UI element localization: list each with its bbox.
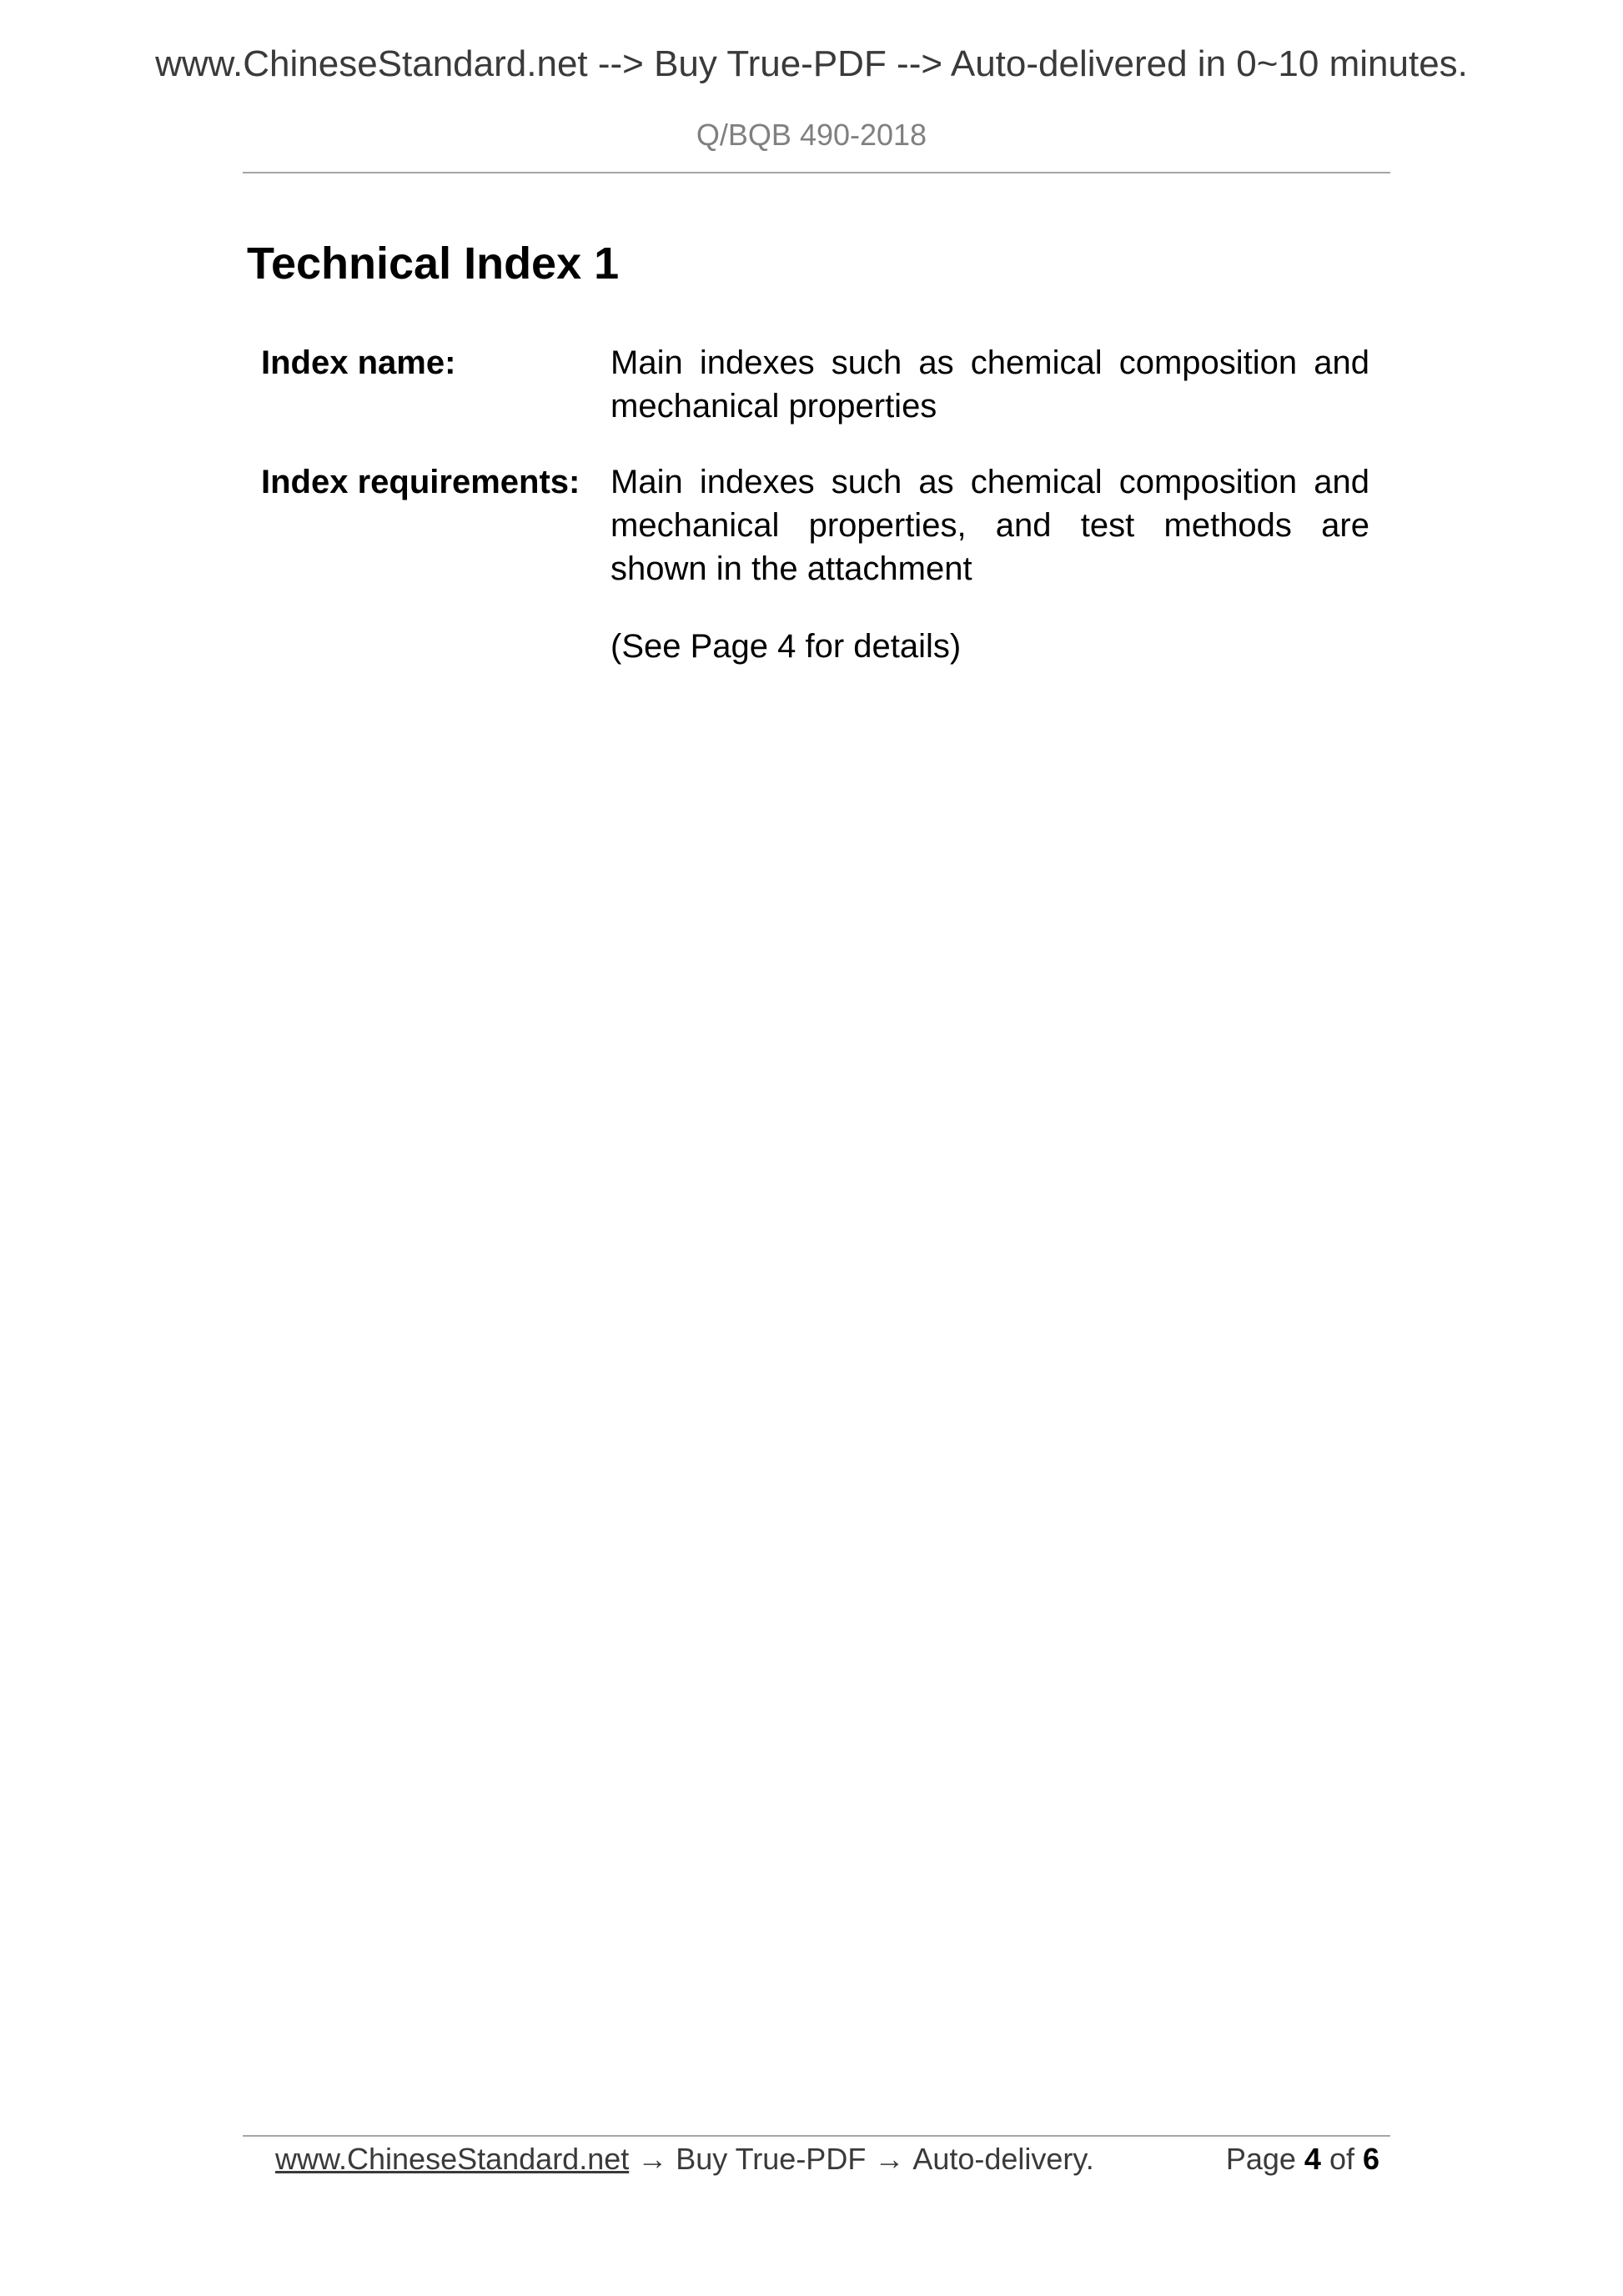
footer-text bbox=[275, 2139, 1094, 2179]
page-word: Page bbox=[1225, 2142, 1296, 2176]
header-divider bbox=[243, 172, 1390, 173]
of-word: of bbox=[1329, 2142, 1354, 2176]
footer-buy-text: Buy True-PDF bbox=[676, 2142, 867, 2176]
footer-divider bbox=[243, 2135, 1390, 2137]
index-requirements-label: Index requirements: bbox=[261, 464, 580, 500]
footer-delivery-text: Auto-delivery. bbox=[912, 2142, 1094, 2176]
footer-website-link[interactable]: www.ChineseStandard.net bbox=[275, 2142, 630, 2176]
header-banner: www.ChineseStandard.net --> Buy True-PDF --> Auto-delivered in 0~10 minutes. bbox=[155, 43, 1468, 84]
page-total: 6 bbox=[1362, 2142, 1379, 2176]
arrow-right-icon: → bbox=[874, 2142, 905, 2176]
index-name-label: Index name: bbox=[261, 344, 456, 381]
arrow-right-icon: → bbox=[637, 2142, 668, 2176]
index-name-value: Main indexes such as chemical composition and mechanical properties bbox=[611, 344, 1369, 425]
page-title: Technical Index 1 bbox=[247, 239, 620, 289]
page-current: 4 bbox=[1304, 2142, 1321, 2176]
document-code: Q/BQB 490-2018 bbox=[696, 118, 927, 152]
page-number bbox=[1226, 2139, 1379, 2179]
details-note: (See Page 4 for details) bbox=[611, 628, 962, 665]
index-requirements-value: Main indexes such as chemical composition and mechanical properties, and test methods are shown in the attachment bbox=[611, 464, 1369, 587]
